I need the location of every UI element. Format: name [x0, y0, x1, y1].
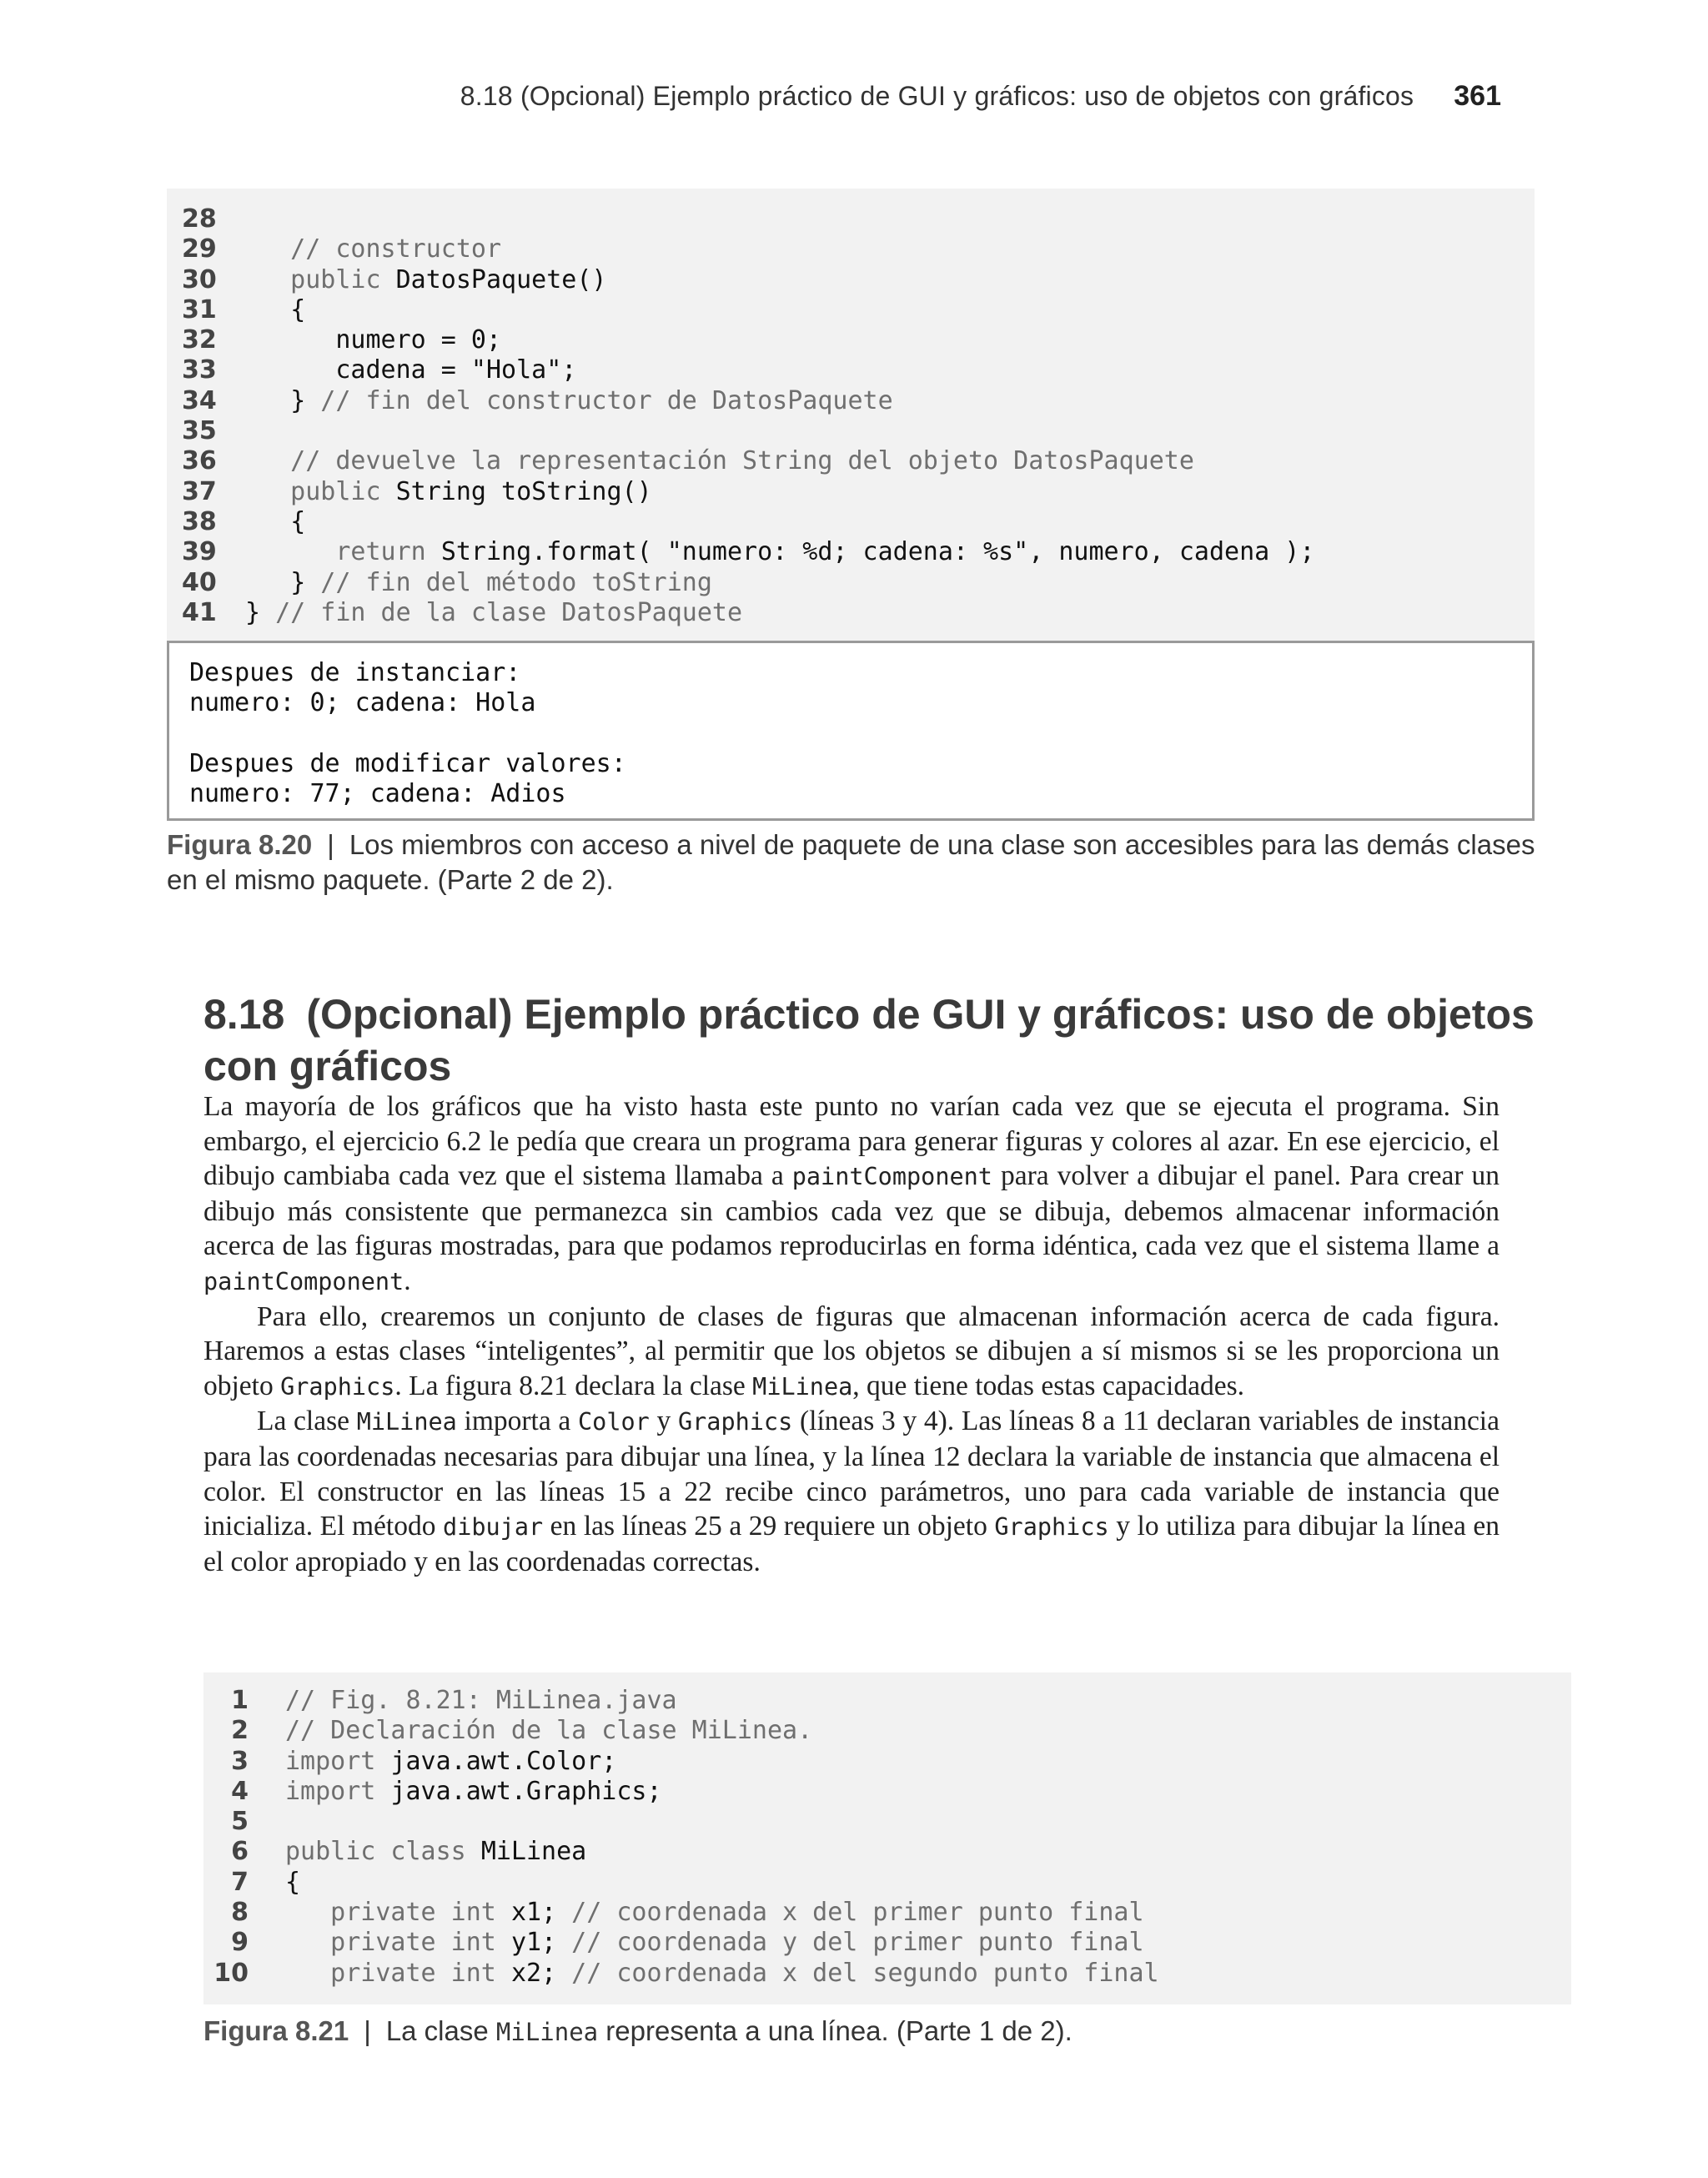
code-line [203, 1898, 1571, 1928]
paragraph-text: La mayoría de los gráficos que ha visto hasta este punto no varían cada vez que se ejecuta el programa. Sin embargo, el ejercicio 6.2 le pedía que creara un programa para generar figuras y colores al azar. En ese ejercicio, el dibujo cambiaba cada vez que el sistema llamaba a [203, 1091, 1500, 1192]
code-comment: // coordenada x del primer punto final [556, 1898, 1144, 1928]
paragraph-2 [203, 1300, 1500, 1405]
code-line [167, 234, 1535, 264]
inline-code: MiLinea [356, 1408, 457, 1436]
figure-caption-8-21 [203, 2014, 1580, 2050]
code-text [285, 1716, 812, 1746]
line-number: 3 [231, 1746, 249, 1776]
code-line [167, 265, 1535, 295]
code-text [285, 1837, 586, 1867]
code-text [245, 537, 1314, 567]
inline-code: paintComponent [791, 1163, 992, 1191]
code-keyword: // constructor [245, 234, 502, 264]
code-identifier: } [290, 385, 306, 415]
code-text [285, 1747, 616, 1777]
paragraph-text: Para ello, crearemos un conjunto de clases de figuras que almacenan información acerca de cada figura. Haremos a estas clases “inteligentes”, al permitir que los objetos se dibujen a sí mismos si se les proporciona un objeto [203, 1300, 1500, 1401]
page-number: 361 [1454, 80, 1501, 112]
code-text [245, 477, 652, 507]
caption-separator: | [327, 829, 334, 860]
code-comment: // fin de la clase DatosPaquete [260, 597, 743, 627]
paragraph-1 [203, 1089, 1500, 1300]
code-text [245, 234, 501, 264]
code-keyword [245, 507, 290, 536]
output-line [189, 719, 1532, 749]
inline-code: MiLinea [495, 2018, 599, 2046]
code-identifier: x1; [510, 1898, 557, 1928]
running-head-title: 8.18 (Opcional) Ejemplo práctico de GUI y gráficos: uso de objetos con gráficos [460, 81, 1414, 111]
code-line [203, 1777, 1571, 1807]
code-identifier: java.awt.Color; [390, 1746, 617, 1776]
output-line: numero: 77; cadena: Adios [189, 779, 566, 809]
section-heading [203, 988, 1555, 1092]
code-identifier: { [290, 506, 306, 536]
line-number: 28 [182, 204, 217, 234]
caption-separator: | [364, 2015, 371, 2046]
code-line [167, 568, 1535, 598]
code-keyword: import [285, 1746, 391, 1776]
inline-code: Graphics [994, 1513, 1109, 1542]
caption-text: La clase [385, 2015, 496, 2046]
code-keyword [245, 325, 335, 355]
figure-label: Figura 8.21 [203, 2015, 349, 2046]
code-identifier: } [245, 597, 261, 627]
code-text [245, 598, 742, 628]
code-text [285, 1686, 677, 1716]
caption-text: representa a una línea. (Parte 1 de 2). [598, 2015, 1073, 2046]
section-number: 8.18 [203, 991, 285, 1038]
inline-code: dibujar [443, 1513, 544, 1542]
line-number: 33 [182, 355, 217, 385]
code-identifier: y1; [510, 1928, 557, 1958]
code-line [167, 537, 1535, 567]
code-comment: // coordenada x del segundo punto final [556, 1958, 1159, 1988]
paragraph-text: en las líneas 25 a 29 requiere un objeto [543, 1511, 995, 1542]
code-line [167, 477, 1535, 507]
code-identifier: String.format( "numero: %d; cadena: %s", numero, cadena ); [440, 537, 1315, 567]
code-comment: // fin del constructor de DatosPaquete [305, 385, 893, 415]
code-line [167, 507, 1535, 537]
section-title: (Opcional) Ejemplo práctico de GUI y gráficos: uso de objetos con gráficos [203, 991, 1535, 1089]
paragraph-text: y lo utiliza para dibujar la línea en el color apropiado y en las coordenadas correctas. [203, 1511, 1500, 1577]
code-text [285, 1959, 1159, 1989]
code-line [203, 1807, 1571, 1837]
body-text [203, 1089, 1500, 1579]
code-text [285, 1868, 300, 1898]
code-text [245, 355, 576, 385]
line-number: 10 [214, 1958, 249, 1988]
code-line [167, 416, 1535, 446]
code-listing-figure-8-21 [203, 1672, 1571, 2004]
line-number: 6 [231, 1837, 249, 1867]
code-line [203, 1716, 1571, 1746]
code-keyword: private int [285, 1898, 511, 1928]
paragraph-text: La clase [257, 1406, 357, 1437]
code-identifier: DatosPaquete() [395, 264, 607, 294]
code-keyword [245, 295, 290, 324]
line-number: 32 [182, 325, 217, 355]
inline-code: MiLinea [752, 1372, 853, 1401]
code-text [245, 446, 1194, 476]
inline-code: Color [578, 1408, 650, 1436]
line-number: 40 [182, 567, 217, 597]
code-comment: // fin del método toString [305, 567, 712, 597]
paragraph-text: importa a [456, 1406, 579, 1437]
code-text [245, 386, 893, 416]
code-keyword: // Declaración de la clase MiLinea. [285, 1716, 813, 1746]
line-number: 41 [182, 597, 217, 627]
code-line [167, 325, 1535, 355]
code-line [203, 1686, 1571, 1716]
code-keyword [245, 568, 290, 597]
line-number: 4 [231, 1776, 249, 1806]
paragraph-text: para volver a dibujar el panel. Para crear un dibujo más consistente que permanezca sin cambios cada vez que se dibuja, debemos almacenar información acerca de las figuras mostradas, para que podamos reproducirlas en forma idéntica, cada vez que el sistema llame a [203, 1160, 1500, 1262]
figure-label: Figura 8.20 [167, 829, 313, 860]
line-number: 39 [182, 537, 217, 567]
caption-text: Los miembros con acceso a nivel de paquete de una clase son accesibles para las demás clases en el mismo paquete. (Parte 2 de 2). [167, 829, 1535, 895]
code-identifier: numero = 0; [335, 325, 502, 355]
code-line [203, 1837, 1571, 1867]
output-line: Despues de instanciar: [189, 658, 521, 687]
code-line [203, 1747, 1571, 1777]
line-number: 30 [182, 264, 217, 294]
output-line: Despues de modificar valores: [189, 748, 626, 778]
line-number: 9 [231, 1928, 249, 1958]
code-line [203, 1868, 1571, 1898]
paragraph-3 [203, 1404, 1500, 1579]
line-number: 38 [182, 506, 217, 536]
code-text [245, 265, 607, 295]
code-text [245, 325, 501, 355]
running-head [167, 80, 1501, 113]
line-number: 8 [231, 1898, 249, 1928]
inline-code: Graphics [677, 1408, 793, 1436]
code-line [167, 355, 1535, 385]
code-keyword [245, 386, 290, 415]
code-text [245, 568, 712, 598]
paragraph-text: y [649, 1406, 678, 1437]
code-keyword: public [245, 264, 396, 294]
code-identifier: { [285, 1867, 301, 1897]
code-identifier: java.awt.Graphics; [390, 1776, 662, 1806]
code-identifier: cadena = "Hola"; [335, 355, 577, 385]
output-line: numero: 0; cadena: Hola [189, 688, 536, 718]
code-line [167, 386, 1535, 416]
code-text [245, 507, 305, 537]
line-number: 29 [182, 234, 217, 264]
code-keyword: public [245, 476, 396, 506]
code-keyword: // Fig. 8.21: MiLinea.java [285, 1686, 677, 1715]
program-output-box [167, 641, 1535, 821]
paragraph-text: . La figura 8.21 declara la clase [394, 1370, 753, 1401]
code-text [285, 1898, 1144, 1928]
line-number: 36 [182, 446, 217, 476]
code-line [167, 446, 1535, 476]
code-keyword [245, 355, 335, 385]
line-number: 2 [231, 1716, 249, 1746]
paragraph-text: , que tiene todas estas capacidades. [852, 1370, 1245, 1401]
code-keyword: // devuelve la representación String del objeto DatosPaquete [245, 446, 1194, 476]
code-text [285, 1777, 662, 1807]
code-line [203, 1928, 1571, 1958]
line-number: 1 [231, 1686, 249, 1715]
code-identifier: String toString() [395, 476, 652, 506]
paragraph-text: . [404, 1265, 411, 1296]
code-line [203, 1959, 1571, 1989]
line-number: 5 [231, 1807, 249, 1837]
code-text [285, 1928, 1144, 1958]
line-number: 34 [182, 385, 217, 415]
code-identifier: MiLinea [480, 1837, 587, 1867]
code-line [167, 598, 1535, 628]
code-comment: // coordenada y del primer punto final [556, 1928, 1144, 1958]
line-number: 35 [182, 416, 217, 446]
line-number: 37 [182, 476, 217, 506]
code-keyword: import [285, 1776, 391, 1806]
code-identifier: { [290, 294, 306, 324]
code-keyword: private int [285, 1958, 511, 1988]
code-keyword: private int [285, 1928, 511, 1958]
code-listing-figure-8-20 [167, 189, 1535, 641]
inline-code: Graphics [280, 1372, 395, 1401]
line-number: 31 [182, 294, 217, 324]
paragraph-text: (líneas 3 y 4). Las líneas 8 a 11 declaran variables de instancia para las coordenadas necesarias para dibujar una línea, y la línea 12 declara la variable de instancia que almacena el color. El constructor en las líneas 15 a 22 recibe cinco parámetros, uno para cada variable de instancia que inicializa. El método [203, 1406, 1500, 1542]
code-keyword: public class [285, 1837, 481, 1867]
figure-caption-8-20 [167, 827, 1543, 898]
line-number: 7 [231, 1867, 249, 1897]
code-identifier: } [290, 567, 306, 597]
code-line [167, 204, 1535, 234]
inline-code: paintComponent [203, 1267, 404, 1295]
code-line [167, 295, 1535, 325]
code-identifier: x2; [510, 1958, 557, 1988]
code-text [245, 295, 305, 325]
code-keyword: return [245, 537, 441, 567]
